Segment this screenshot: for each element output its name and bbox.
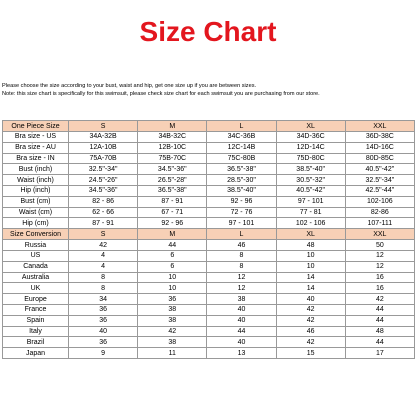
table-cell: 34A-32B bbox=[69, 132, 138, 143]
table-cell: 40.5"-42" bbox=[345, 164, 414, 175]
one-piece-header-row bbox=[3, 121, 415, 132]
table-cell: 8 bbox=[207, 261, 276, 272]
table-cell: 75C-80B bbox=[207, 153, 276, 164]
table-row bbox=[3, 175, 415, 186]
table-cell: 10 bbox=[276, 250, 345, 261]
table-cell: 14 bbox=[276, 283, 345, 294]
table-cell: 102 - 106 bbox=[276, 218, 345, 229]
table-cell: 26.5"-28" bbox=[138, 175, 207, 186]
table-cell: 38.5"-40" bbox=[276, 164, 345, 175]
table-cell: 38 bbox=[207, 294, 276, 305]
conversion-size-header: XL bbox=[276, 229, 345, 240]
table-cell: 46 bbox=[207, 240, 276, 251]
table-cell: 36 bbox=[69, 304, 138, 315]
table-cell: 30.5"-32" bbox=[276, 175, 345, 186]
table-cell: 12 bbox=[345, 261, 414, 272]
conversion-size-header: M bbox=[138, 229, 207, 240]
table-cell: 36 bbox=[69, 315, 138, 326]
table-cell: 4 bbox=[69, 250, 138, 261]
row-label: Japan bbox=[3, 348, 69, 359]
table-cell: 8 bbox=[207, 250, 276, 261]
table-cell: 38 bbox=[138, 315, 207, 326]
table-row bbox=[3, 153, 415, 164]
table-cell: 75A-70B bbox=[69, 153, 138, 164]
row-label: Bust (cm) bbox=[3, 196, 69, 207]
table-cell: 42 bbox=[276, 337, 345, 348]
table-row bbox=[3, 185, 415, 196]
page-title: Size Chart bbox=[139, 16, 277, 47]
table-cell: 12D-14C bbox=[276, 142, 345, 153]
table-cell: 14D-16C bbox=[345, 142, 414, 153]
table-cell: 102-106 bbox=[345, 196, 414, 207]
table-cell: 75D-80C bbox=[276, 153, 345, 164]
one-piece-size-header: L bbox=[207, 121, 276, 132]
table-cell: 36.5"-38" bbox=[207, 164, 276, 175]
table-row bbox=[3, 304, 415, 315]
row-label: Bra size - AU bbox=[3, 142, 69, 153]
table-cell: 36 bbox=[69, 337, 138, 348]
table-cell: 36 bbox=[138, 294, 207, 305]
table-cell: 12 bbox=[345, 250, 414, 261]
table-cell: 28.5"-30" bbox=[207, 175, 276, 186]
table-row bbox=[3, 337, 415, 348]
row-label: Waist (cm) bbox=[3, 207, 69, 218]
table-cell: 46 bbox=[276, 326, 345, 337]
table-cell: 75B-70C bbox=[138, 153, 207, 164]
table-cell: 34 bbox=[69, 294, 138, 305]
conversion-size-header: XXL bbox=[345, 229, 414, 240]
conversion-section-title: Size Conversion bbox=[3, 229, 69, 240]
table-cell: 42 bbox=[276, 315, 345, 326]
row-label: Brazil bbox=[3, 337, 69, 348]
table-cell: 38 bbox=[138, 337, 207, 348]
table-cell: 17 bbox=[345, 348, 414, 359]
row-label: UK bbox=[3, 283, 69, 294]
row-label: Australia bbox=[3, 272, 69, 283]
table-cell: 48 bbox=[345, 326, 414, 337]
one-piece-size-header: M bbox=[138, 121, 207, 132]
one-piece-size-header: S bbox=[69, 121, 138, 132]
table-cell: 50 bbox=[345, 240, 414, 251]
table-cell: 11 bbox=[138, 348, 207, 359]
note-line-swimsuit: Note: this size chart is specifically for this swimsuit, please check size chart for each swimsuit you are purchasing from our store. bbox=[2, 91, 320, 98]
table-cell: 14 bbox=[276, 272, 345, 283]
row-label: Europe bbox=[3, 294, 69, 305]
table-cell: 8 bbox=[69, 272, 138, 283]
table-cell: 9 bbox=[69, 348, 138, 359]
table-cell: 6 bbox=[138, 261, 207, 272]
table-cell: 42 bbox=[138, 326, 207, 337]
table-cell: 13 bbox=[207, 348, 276, 359]
table-row bbox=[3, 142, 415, 153]
table-row bbox=[3, 294, 415, 305]
table-cell: 44 bbox=[345, 337, 414, 348]
row-label: Russia bbox=[3, 240, 69, 251]
table-cell: 38.5"-40" bbox=[207, 185, 276, 196]
table-row bbox=[3, 250, 415, 261]
table-cell: 107-111 bbox=[345, 218, 414, 229]
table-row bbox=[3, 348, 415, 359]
table-cell: 44 bbox=[345, 315, 414, 326]
table-cell: 36D-38C bbox=[345, 132, 414, 143]
table-cell: 82 - 86 bbox=[69, 196, 138, 207]
table-cell: 12 bbox=[207, 272, 276, 283]
table-cell: 12C-14B bbox=[207, 142, 276, 153]
row-label: Bra size - US bbox=[3, 132, 69, 143]
table-cell: 12 bbox=[207, 283, 276, 294]
table-cell: 44 bbox=[138, 240, 207, 251]
table-cell: 32.5"-34" bbox=[69, 164, 138, 175]
table-cell: 16 bbox=[345, 283, 414, 294]
table-cell: 42.5"-44" bbox=[345, 185, 414, 196]
table-cell: 80D-85C bbox=[345, 153, 414, 164]
table-cell: 87 - 91 bbox=[138, 196, 207, 207]
table-cell: 40 bbox=[69, 326, 138, 337]
table-cell: 15 bbox=[276, 348, 345, 359]
table-row bbox=[3, 218, 415, 229]
table-row bbox=[3, 240, 415, 251]
table-row bbox=[3, 283, 415, 294]
row-label: Bra size - IN bbox=[3, 153, 69, 164]
table-row bbox=[3, 196, 415, 207]
table-cell: 36.5"-38" bbox=[138, 185, 207, 196]
table-cell: 34B-32C bbox=[138, 132, 207, 143]
table-cell: 10 bbox=[138, 283, 207, 294]
table-cell: 10 bbox=[276, 261, 345, 272]
table-row bbox=[3, 261, 415, 272]
table-cell: 44 bbox=[207, 326, 276, 337]
table-cell: 97 - 101 bbox=[207, 218, 276, 229]
table-cell: 40.5"-42" bbox=[276, 185, 345, 196]
table-cell: 97 - 101 bbox=[276, 196, 345, 207]
table-cell: 92 - 96 bbox=[138, 218, 207, 229]
table-row bbox=[3, 272, 415, 283]
one-piece-size-header: XL bbox=[276, 121, 345, 132]
table-cell: 12B-10C bbox=[138, 142, 207, 153]
table-cell: 34.5"-36" bbox=[138, 164, 207, 175]
row-label: US bbox=[3, 250, 69, 261]
row-label: Hip (cm) bbox=[3, 218, 69, 229]
table-cell: 77 - 81 bbox=[276, 207, 345, 218]
table-cell: 42 bbox=[276, 304, 345, 315]
table-cell: 34D-36C bbox=[276, 132, 345, 143]
size-notes bbox=[2, 82, 414, 99]
table-cell: 72 - 76 bbox=[207, 207, 276, 218]
table-cell: 40 bbox=[207, 337, 276, 348]
size-chart-body bbox=[3, 121, 415, 359]
row-label: Waist (inch) bbox=[3, 175, 69, 186]
table-cell: 44 bbox=[345, 304, 414, 315]
row-label: Hip (inch) bbox=[3, 185, 69, 196]
table-cell: 40 bbox=[276, 294, 345, 305]
one-piece-size-header: XXL bbox=[345, 121, 414, 132]
table-cell: 38 bbox=[138, 304, 207, 315]
note-line-choose-size: Please choose the size according to your bust, waist and hip, get one size up if you are between sizes. bbox=[2, 83, 257, 89]
size-chart-table bbox=[2, 120, 415, 359]
table-cell: 4 bbox=[69, 261, 138, 272]
table-cell: 67 - 71 bbox=[138, 207, 207, 218]
table-row bbox=[3, 315, 415, 326]
table-cell: 42 bbox=[69, 240, 138, 251]
table-cell: 40 bbox=[207, 315, 276, 326]
table-cell: 12A-10B bbox=[69, 142, 138, 153]
row-label: Canada bbox=[3, 261, 69, 272]
table-row bbox=[3, 326, 415, 337]
row-label: Italy bbox=[3, 326, 69, 337]
one-piece-section-title: One Piece Size bbox=[3, 121, 69, 132]
table-cell: 62 - 66 bbox=[69, 207, 138, 218]
table-cell: 87 - 91 bbox=[69, 218, 138, 229]
table-cell: 24.5"-26" bbox=[69, 175, 138, 186]
conversion-size-header: L bbox=[207, 229, 276, 240]
table-cell: 10 bbox=[138, 272, 207, 283]
table-cell: 40 bbox=[207, 304, 276, 315]
table-cell: 82-86 bbox=[345, 207, 414, 218]
table-row bbox=[3, 164, 415, 175]
table-row bbox=[3, 132, 415, 143]
table-cell: 34C-36B bbox=[207, 132, 276, 143]
row-label: France bbox=[3, 304, 69, 315]
row-label: Bust (inch) bbox=[3, 164, 69, 175]
table-cell: 6 bbox=[138, 250, 207, 261]
table-row bbox=[3, 207, 415, 218]
table-cell: 34.5"-36" bbox=[69, 185, 138, 196]
table-cell: 32.5"-34" bbox=[345, 175, 414, 186]
conversion-header-row bbox=[3, 229, 415, 240]
table-cell: 16 bbox=[345, 272, 414, 283]
table-cell: 48 bbox=[276, 240, 345, 251]
row-label: Spain bbox=[3, 315, 69, 326]
conversion-size-header: S bbox=[69, 229, 138, 240]
table-cell: 8 bbox=[69, 283, 138, 294]
table-cell: 42 bbox=[345, 294, 414, 305]
table-cell: 92 - 96 bbox=[207, 196, 276, 207]
